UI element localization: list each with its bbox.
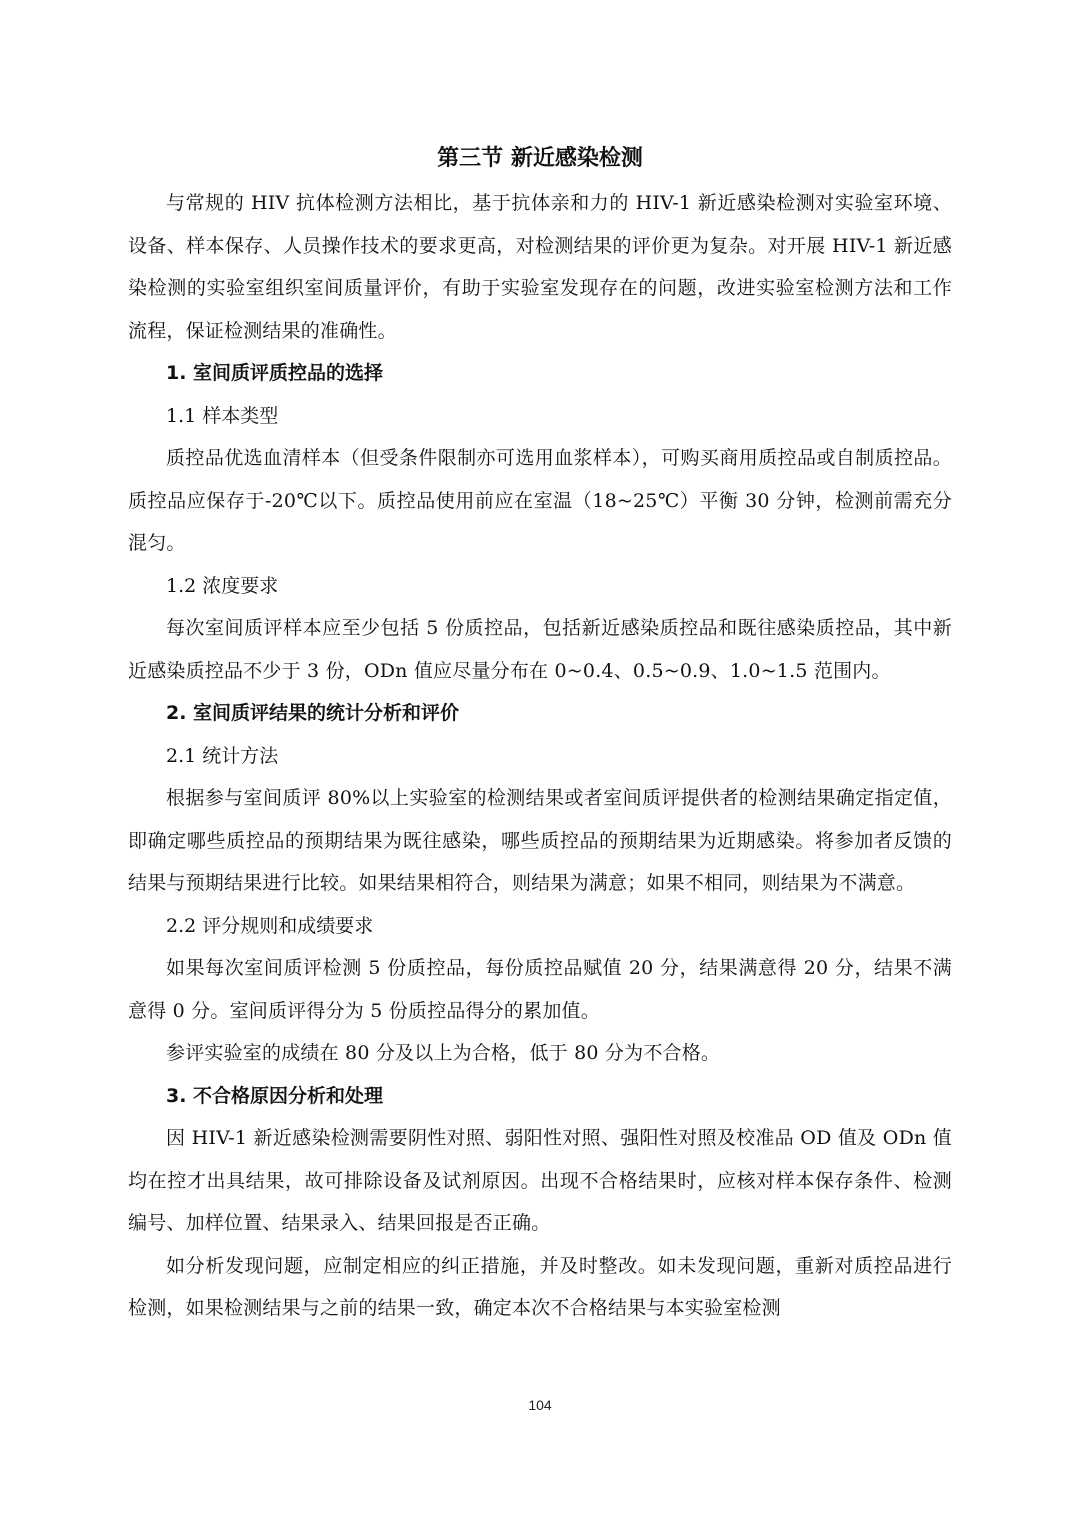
paragraph-scoring: 如果每次室间质评检测 5 份质控品，每份质控品赋值 20 分，结果满意得 20 分，结果不满意得 0 分。室间质评得分为 5 份质控品得分的累加值。 bbox=[128, 957, 952, 1022]
subheading-2-1: 2.1 统计方法 bbox=[166, 744, 279, 767]
section-title: 第三节 新近感染检测 bbox=[437, 146, 643, 171]
paragraph-sample-type: 质控品优选血清样本（但受条件限制亦可选用血浆样本），可购买商用质控品或自制质控品。质控品应保存于-20℃以下。质控品使用前应在室温（18~25℃）平衡 30 分钟，检测前需充分混匀。 bbox=[128, 447, 952, 554]
heading-3: 3. 不合格原因分析和处理 bbox=[166, 1084, 384, 1107]
subheading-1-1: 1.1 样本类型 bbox=[166, 404, 279, 427]
intro-paragraph: 与常规的 HIV 抗体检测方法相比，基于抗体亲和力的 HIV-1 新近感染检测对实验室环境、设备、样本保存、人员操作技术的要求更高，对检测结果的评价更为复杂。对开展 HIV-1 新近感染检测的实验室组织室间质量评价，有助于实验室发现存在的问题，改进实验室检测方法和工作流程，保证检测结果的准确性。 bbox=[128, 192, 952, 342]
document-page bbox=[128, 138, 952, 1330]
paragraph-failure-analysis: 因 HIV-1 新近感染检测需要阴性对照、弱阳性对照、强阳性对照及校准品 OD 值及 ODn 值均在控才出具结果，故可排除设备及试剂原因。出现不合格结果时，应核对样本保存条件、检测编号、加样位置、结果录入、结果回报是否正确。 bbox=[128, 1127, 952, 1234]
paragraph-pass-criteria: 参评实验室的成绩在 80 分及以上为合格，低于 80 分为不合格。 bbox=[166, 1042, 721, 1064]
heading-1: 1. 室间质评质控品的选择 bbox=[166, 362, 384, 384]
paragraph-corrective-action: 如分析发现问题，应制定相应的纠正措施，并及时整改。如未发现问题，重新对质控品进行检测，如果检测结果与之前的结果一致，确定本次不合格结果与本实验室检测 bbox=[128, 1254, 952, 1319]
subheading-2-2: 2.2 评分规则和成绩要求 bbox=[166, 914, 374, 937]
subheading-1-2: 1.2 浓度要求 bbox=[166, 574, 279, 597]
heading-2: 2. 室间质评结果的统计分析和评价 bbox=[166, 702, 460, 724]
paragraph-concentration: 每次室间质评样本应至少包括 5 份质控品，包括新近感染质控品和既往感染质控品，其中新近感染质控品不少于 3 份，ODn 值应尽量分布在 0~0.4、0.5~0.9、1.0~1.5 范围内。 bbox=[128, 617, 952, 682]
paragraph-statistics: 根据参与室间质评 80%以上实验室的检测结果或者室间质评提供者的检测结果确定指定值，即确定哪些质控品的预期结果为既往感染，哪些质控品的预期结果为近期感染。将参加者反馈的结果与预期结果进行比较。如果结果相符合，则结果为满意；如果不相同，则结果为不满意。 bbox=[128, 787, 952, 894]
page-number: 104 bbox=[528, 1397, 552, 1413]
